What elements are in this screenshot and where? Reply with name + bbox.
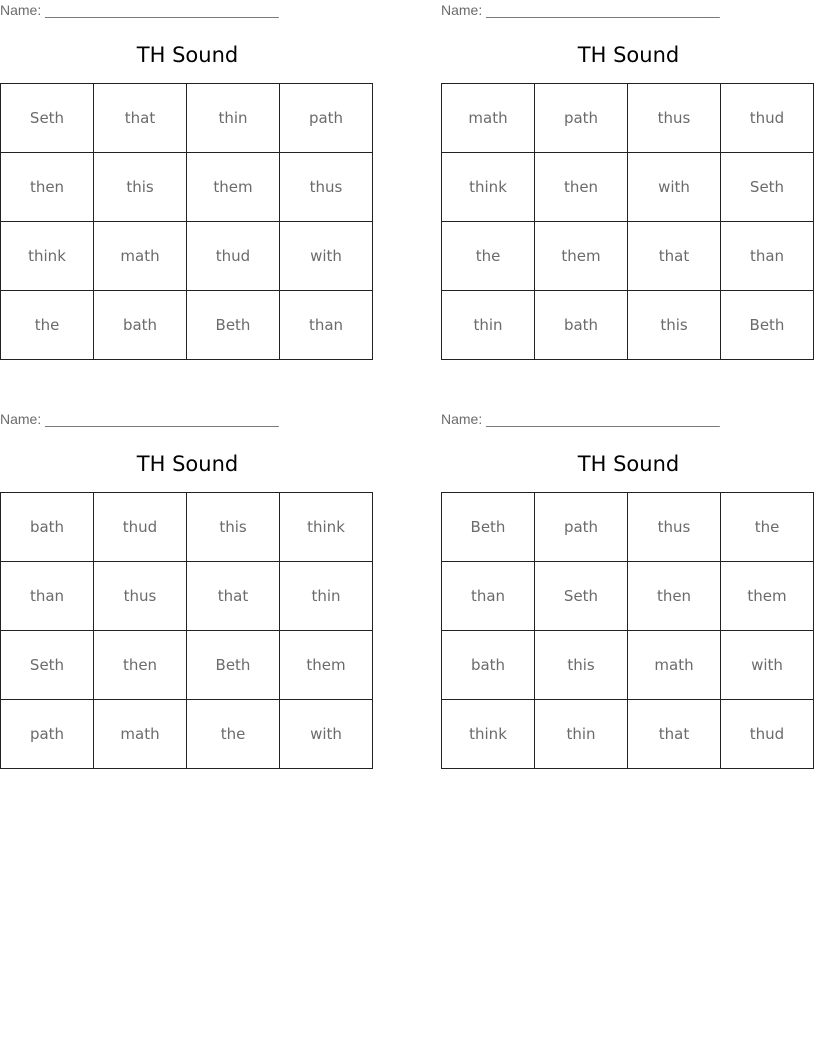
grid-cell: think (280, 493, 373, 562)
grid-cell: thud (94, 493, 187, 562)
bingo-grid (0, 83, 373, 360)
grid-cell: thin (187, 84, 280, 153)
grid-cell: Beth (442, 493, 535, 562)
grid-row (442, 291, 814, 360)
grid-row (442, 153, 814, 222)
grid-cell: then (94, 631, 187, 700)
grid-row (1, 700, 373, 769)
grid-cell: the (187, 700, 280, 769)
bingo-grid (441, 492, 814, 769)
grid-cell: than (721, 222, 814, 291)
grid-cell: than (280, 291, 373, 360)
grid-cell: then (535, 153, 628, 222)
grid-cell: that (94, 84, 187, 153)
grid-cell: path (535, 84, 628, 153)
name-line: Name: ______________________________ (441, 411, 720, 427)
grid-cell: then (628, 562, 721, 631)
grid-cell: with (721, 631, 814, 700)
grid-cell: the (1, 291, 94, 360)
grid-cell: Beth (721, 291, 814, 360)
name-line: Name: ______________________________ (441, 2, 720, 18)
grid-cell: thud (721, 84, 814, 153)
grid-cell: math (628, 631, 721, 700)
grid-row (1, 493, 373, 562)
card-title: TH Sound (136, 452, 239, 476)
grid-cell: this (535, 631, 628, 700)
card-title: TH Sound (577, 43, 680, 67)
grid-cell: that (628, 222, 721, 291)
grid-row (1, 291, 373, 360)
grid-cell: thin (535, 700, 628, 769)
grid-cell: the (721, 493, 814, 562)
grid-cell: thus (628, 84, 721, 153)
grid-cell: thud (187, 222, 280, 291)
grid-row (442, 631, 814, 700)
grid-row (442, 562, 814, 631)
grid-cell: Seth (721, 153, 814, 222)
grid-cell: then (1, 153, 94, 222)
grid-cell: math (94, 222, 187, 291)
grid-cell: them (187, 153, 280, 222)
grid-cell: with (280, 700, 373, 769)
grid-cell: think (442, 153, 535, 222)
grid-cell: math (94, 700, 187, 769)
grid-cell: math (442, 84, 535, 153)
grid-cell: Beth (187, 631, 280, 700)
grid-row (1, 222, 373, 291)
grid-row (1, 84, 373, 153)
bingo-grid (0, 492, 373, 769)
grid-row (442, 84, 814, 153)
grid-cell: path (535, 493, 628, 562)
card-title: TH Sound (136, 43, 239, 67)
grid-row (1, 153, 373, 222)
grid-cell: Seth (1, 84, 94, 153)
grid-cell: Seth (1, 631, 94, 700)
grid-cell: that (628, 700, 721, 769)
grid-cell: with (280, 222, 373, 291)
grid-cell: bath (535, 291, 628, 360)
grid-cell: the (442, 222, 535, 291)
grid-cell: than (442, 562, 535, 631)
grid-cell: thus (94, 562, 187, 631)
grid-cell: than (1, 562, 94, 631)
grid-row (1, 562, 373, 631)
name-line: Name: ______________________________ (0, 411, 279, 427)
name-line: Name: ______________________________ (0, 2, 279, 18)
grid-cell: thin (280, 562, 373, 631)
grid-cell: this (187, 493, 280, 562)
grid-row (442, 700, 814, 769)
grid-cell: Seth (535, 562, 628, 631)
grid-cell: them (535, 222, 628, 291)
grid-cell: think (442, 700, 535, 769)
card-title: TH Sound (577, 452, 680, 476)
grid-row (442, 493, 814, 562)
grid-cell: path (1, 700, 94, 769)
grid-cell: path (280, 84, 373, 153)
grid-cell: thin (442, 291, 535, 360)
grid-cell: that (187, 562, 280, 631)
grid-cell: with (628, 153, 721, 222)
grid-row (1, 631, 373, 700)
bingo-grid (441, 83, 814, 360)
grid-cell: this (628, 291, 721, 360)
grid-cell: bath (442, 631, 535, 700)
grid-row (442, 222, 814, 291)
grid-cell: Beth (187, 291, 280, 360)
grid-cell: this (94, 153, 187, 222)
grid-cell: bath (1, 493, 94, 562)
grid-cell: thus (628, 493, 721, 562)
grid-cell: bath (94, 291, 187, 360)
grid-cell: thus (280, 153, 373, 222)
grid-cell: them (721, 562, 814, 631)
grid-cell: thud (721, 700, 814, 769)
grid-cell: them (280, 631, 373, 700)
grid-cell: think (1, 222, 94, 291)
